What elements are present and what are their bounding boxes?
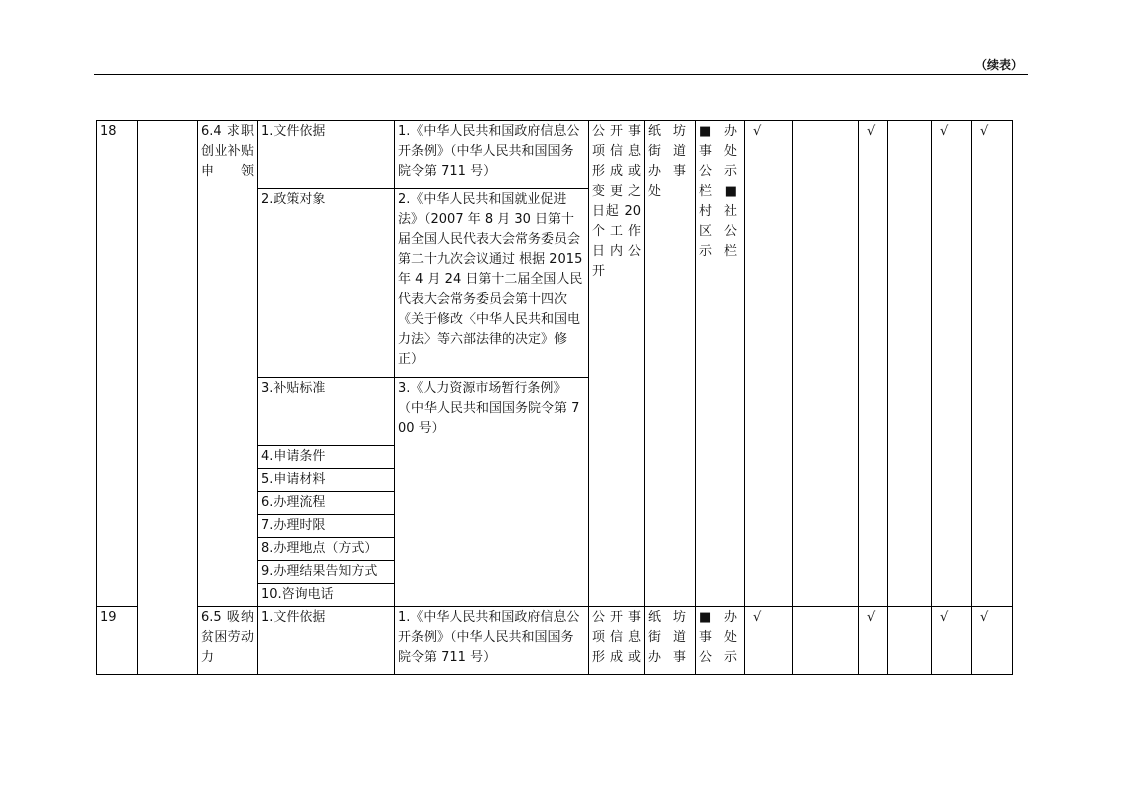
header-divider (94, 74, 1028, 75)
basis-text: 1.《中华人民共和国政府信息公开条例》（中华人民共和国国务院令第 711 号） (395, 607, 589, 675)
disclosure-channel: ■办事处公示 (696, 607, 745, 675)
continued-table-note: （续表） (975, 58, 1024, 72)
content-label: 10.咨询电话 (258, 584, 395, 607)
content-label: 5.申请材料 (258, 469, 395, 492)
check-mark: √ (932, 121, 972, 607)
content-label: 2.政策对象 (258, 189, 395, 378)
content-label: 9.办理结果告知方式 (258, 561, 395, 584)
content-label: 6.办理流程 (258, 492, 395, 515)
basis-text: 3.《人力资源市场暂行条例》（中华人民共和国国务院令第 700 号） (395, 378, 589, 607)
check-mark (888, 121, 932, 607)
row-number: 18 (97, 121, 138, 607)
basis-text: 1.《中华人民共和国政府信息公开条例》（中华人民共和国国务院令第 711 号） (395, 121, 589, 189)
check-mark (793, 607, 859, 675)
check-mark: √ (859, 121, 888, 607)
table-row-18 (97, 121, 1013, 189)
disclosure-time: 公开事项信息形成或变更之日起 20 个工作日内公开 (589, 121, 645, 607)
disclosure-channel: ■办事处公示栏 ■村社区公示栏 (696, 121, 745, 607)
check-mark (793, 121, 859, 607)
content-label: 7.办理时限 (258, 515, 395, 538)
check-mark: √ (972, 121, 1013, 607)
content-label: 4.申请条件 (258, 446, 395, 469)
disclosure-subject: 纸坊街道办事处 (645, 121, 696, 607)
check-mark (888, 607, 932, 675)
content-label: 3.补贴标准 (258, 378, 395, 446)
basis-text: 2.《中华人民共和国就业促进法》（2007 年 8 月 30 日第十届全国人民代表大会常务委员会第二十九次会议通过 根据 2015 年 4 月 24 日第十二届全国人民代表大会常务委员会第十四次《关于修改〈中华人民共和国电力法〉等六部法律的决定》修正） (395, 189, 589, 378)
disclosure-time: 公开事项信息形成或 (589, 607, 645, 675)
content-label: 1.文件依据 (258, 607, 395, 675)
row-number: 19 (97, 607, 138, 675)
content-label: 8.办理地点（方式） (258, 538, 395, 561)
category-cell (138, 121, 198, 675)
item-name: 6.4 求职创业补贴申领 (198, 121, 258, 607)
check-mark: √ (745, 607, 793, 675)
disclosure-table (96, 120, 1013, 675)
check-mark: √ (859, 607, 888, 675)
check-mark: √ (745, 121, 793, 607)
check-mark: √ (932, 607, 972, 675)
disclosure-subject: 纸坊街道办事 (645, 607, 696, 675)
table-row-19 (97, 607, 1013, 675)
check-mark: √ (972, 607, 1013, 675)
item-name: 6.5 吸纳贫困劳动力 (198, 607, 258, 675)
content-label: 1.文件依据 (258, 121, 395, 189)
